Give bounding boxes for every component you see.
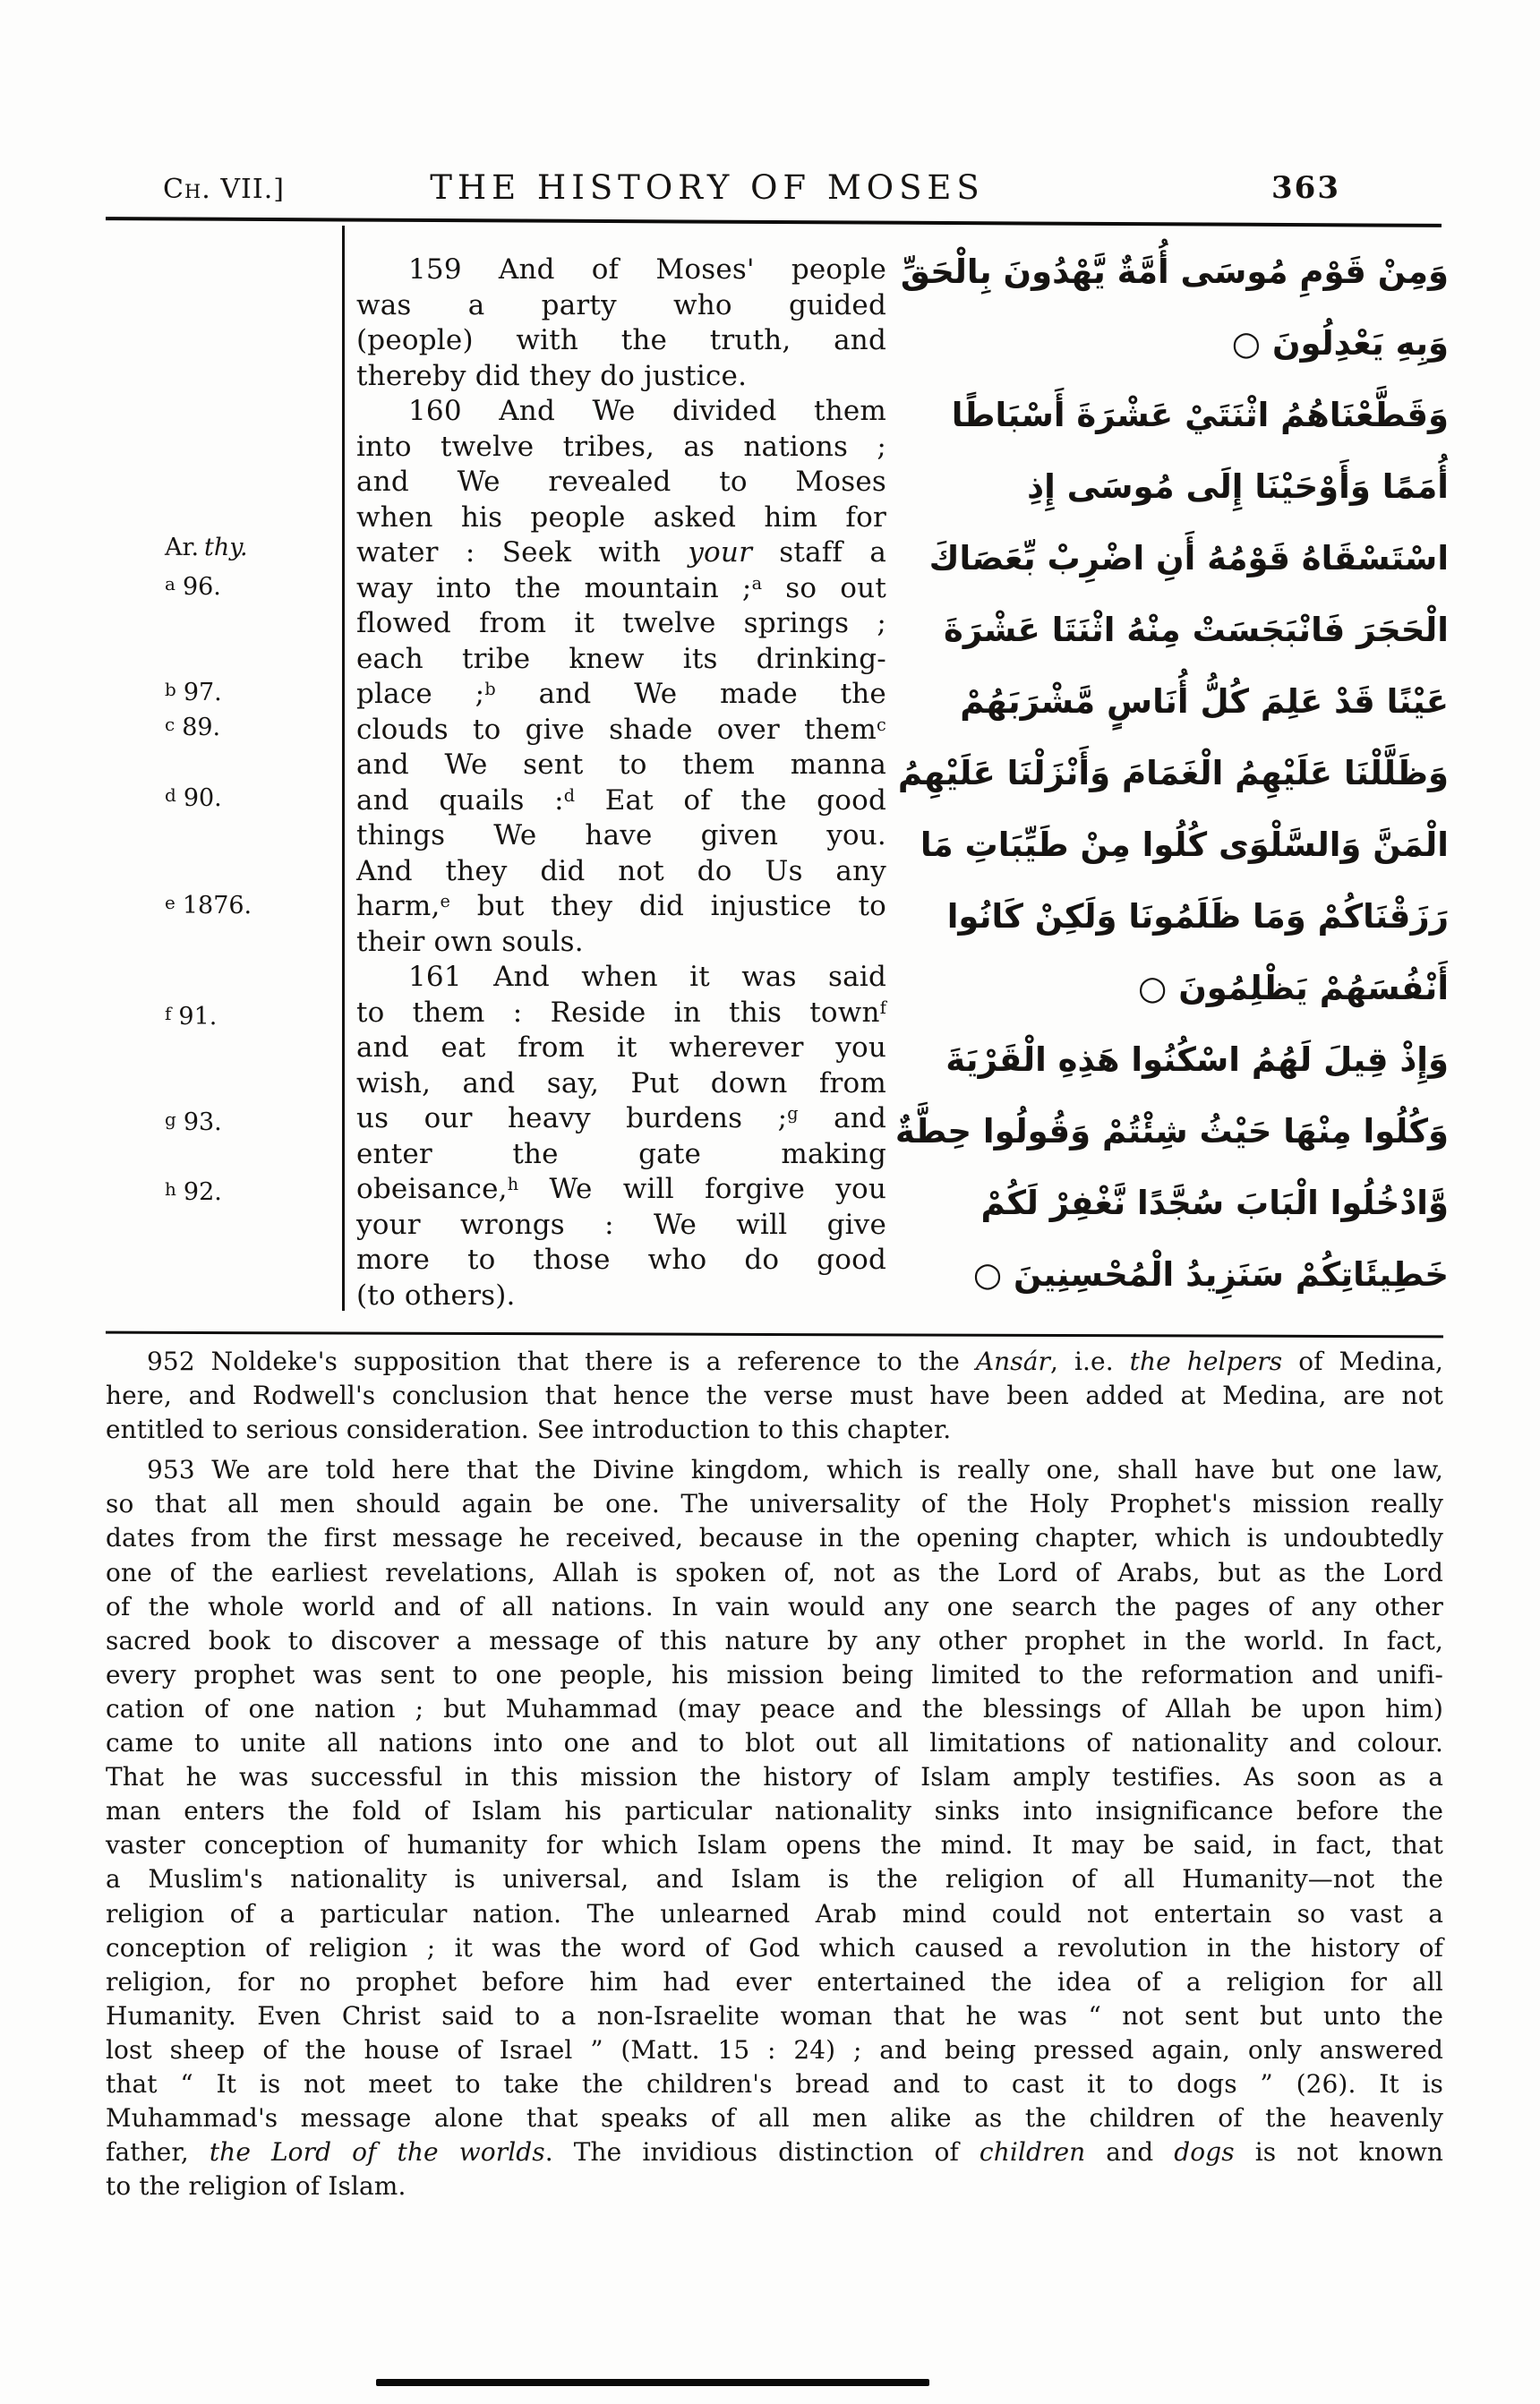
arabic-line: وَّادْخُلُوا الْبَابَ سُجَّدًا نَّغْفِرْ لَكُمْ — [980, 1184, 1449, 1222]
margin-ref-mark: c — [165, 714, 175, 735]
verse-line: 160 And We divided them — [408, 395, 886, 427]
margin-ref-mark: e — [165, 892, 175, 913]
verse-line: place ;$^b$ and We made the — [356, 678, 886, 710]
verse-line: flowed from it twelve springs ; — [356, 607, 886, 639]
arabic-line: وَظَلَّلْنَا عَلَيْهِمُ الْغَمَامَ وَأَنْزَلْنَا عَلَيْهِمُ — [897, 754, 1449, 792]
margin-ref — [165, 784, 222, 812]
footnote-line: to the religion of Islam. — [106, 2171, 406, 2202]
arabic-line: وَإِذْ قِيلَ لَهُمُ اسْكُنُوا هَذِهِ الْقَرْيَةَ — [945, 1040, 1449, 1079]
margin-ref-number: 1876. — [182, 892, 252, 920]
footnote-line: of the whole world and of all nations. In vain would any one search the pages of any other — [106, 1591, 1443, 1621]
footnote-line: here, and Rodwell's conclusion that hence the verse must have been added at Medina, are not — [106, 1381, 1443, 1411]
footnote-line: cation of one nation ; but Muhammad (may peace and the blessings of Allah be upon him) — [106, 1693, 1443, 1724]
verse-line: (to others). — [356, 1279, 516, 1312]
header-chapter: Ch. VII.] — [163, 174, 285, 205]
arabic-line: وَكُلُوا مِنْهَا حَيْثُ شِئْتُمْ وَقُولُوا حِطَّةٌ — [894, 1112, 1449, 1151]
footnote-line: lost sheep of the house of Israel ” (Matt. 15 : 24) ; and being pressed again, only answered — [106, 2034, 1443, 2065]
verse-line: us our heavy burdens ;$^g$ and — [356, 1102, 886, 1134]
arabic-line: أَنْفُسَهُمْ يَظْلِمُونَ ○ — [1138, 969, 1449, 1007]
verse-line: 159 And of Moses' people — [408, 253, 886, 286]
footnote-line: one of the earliest revelations, Allah is spoken of, not as the Lord of Arabs, but as the Lord — [106, 1557, 1443, 1587]
verse-line: their own souls. — [356, 925, 584, 958]
footnote-line: that “ It is not meet to take the children's bread and to cast it to dogs ” (26). It is — [106, 2068, 1443, 2099]
verse-line: and eat from it wherever you — [356, 1031, 886, 1064]
verse-line: when his people asked him for — [356, 500, 886, 534]
margin-ref-number: 97. — [183, 679, 222, 706]
footnote-line: sacred book to discover a message of this nature by any other prophet in the world. In fact, — [106, 1625, 1443, 1655]
footnote — [106, 1453, 1443, 2203]
verse-paragraph — [356, 960, 886, 1313]
verse-line: clouds to give shade over them$^c$ — [356, 713, 886, 746]
margin-ref-number: 91. — [178, 1003, 218, 1031]
verse-line: and quails :$^d$ Eat of the good — [356, 783, 887, 817]
arabic-line: أُمَمًا وَأَوْحَيْنَا إِلَى مُوسَى إِذِ — [1027, 467, 1449, 506]
arabic-line: خَطِيئَاتِكُمْ سَنَزِيدُ الْمُحْسِنِينَ ○ — [972, 1255, 1449, 1294]
verse-line: was a party who guided — [356, 288, 886, 321]
footnote-line: vaster conception of humanity for which Islam opens the mind. It may be said, in fact, that — [106, 1830, 1443, 1861]
footnote-line: 952 Noldeke's supposition that there is a reference to the Ansár, i.e. the helpers of Medina, — [147, 1347, 1443, 1376]
header-page-number: 363 — [1271, 170, 1340, 206]
verse-line: to them : Reside in this town$^f$ — [356, 996, 886, 1029]
verse-line: and We revealed to Moses — [356, 466, 886, 498]
verse-line: more to those who do good — [356, 1244, 886, 1276]
margin-references — [165, 0, 335, 1325]
footnote-line: so that all men should again be one. The universality of the Holy Prophet's mission really — [106, 1489, 1443, 1519]
margin-ref — [165, 714, 220, 741]
verse-line: 161 And when it was said — [408, 961, 886, 993]
english-verse-column — [356, 252, 886, 1313]
column-divider — [342, 226, 345, 1311]
footnote-line: a Muslim's nationality is universal, and Islam is the religion of all Humanity—not the — [106, 1864, 1443, 1895]
footnote-line: dates from the first message he received, because in the opening chapter, which is undoubtedly — [106, 1523, 1443, 1553]
verse-line: and We sent to them manna — [356, 749, 886, 781]
margin-ref — [165, 1003, 217, 1031]
footnote-line: Humanity. Even Christ said to a non-Israelite woman that he was “ not sent but unto the — [106, 2000, 1443, 2031]
margin-ref-number: 96. — [182, 573, 221, 601]
margin-ref-number: thy. — [204, 534, 248, 561]
verse-paragraph — [356, 394, 886, 960]
page-title: THE HISTORY OF MOSES — [430, 168, 985, 207]
verse-line: And they did not do Us any — [356, 854, 886, 887]
margin-ref-mark: Ar. — [165, 534, 200, 561]
margin-ref — [165, 679, 222, 706]
arabic-text-column — [894, 240, 1449, 1314]
footnote — [106, 1345, 1443, 1447]
margin-ref-mark: d — [165, 784, 176, 806]
verse-line: way into the mountain ;$^a$ so out — [356, 571, 886, 604]
arabic-line: اسْتَسْقَاهُ قَوْمُهُ أَنِ اضْرِبْ بِّعَصَاكَ — [928, 539, 1449, 577]
footnote-line: conception of religion ; it was the word of God which caused a revolution in the history of — [106, 1932, 1443, 1963]
margin-ref-mark: g — [165, 1108, 176, 1130]
footnote-line: religion of a particular nation. The unlearned Arab mind could not entertain so vast a — [106, 1898, 1443, 1929]
arabic-line: الْمَنَّ وَالسَّلْوَى كُلُوا مِنْ طَيِّبَاتِ مَا — [920, 826, 1449, 864]
arabic-line: عَيْنًا قَدْ عَلِمَ كُلُّ أُنَاسٍ مَّشْرَبَهُمْ — [960, 682, 1449, 721]
margin-ref — [165, 573, 221, 601]
verse-paragraph — [356, 252, 886, 394]
margin-ref-number: 92. — [183, 1178, 222, 1206]
margin-ref-mark: h — [165, 1178, 176, 1200]
margin-ref — [165, 1178, 222, 1206]
verse-line: obeisance,$^h$ We will forgive you — [356, 1173, 886, 1205]
verse-line: harm,$^e$ but they did injustice to — [356, 890, 886, 922]
arabic-line: رَزَقْنَاكُمْ وَمَا ظَلَمُونَا وَلَكِنْ كَانُوا — [946, 897, 1449, 936]
margin-ref — [165, 1108, 222, 1136]
verse-line: things We have given you. — [356, 819, 886, 851]
footnote-line: Muhammad's message alone that speaks of all men alike as the children of the heavenly — [106, 2103, 1443, 2134]
margin-ref-mark: a — [165, 573, 175, 595]
footnote-line: came to unite all nations into one and to blot out all limitations of nationality and colour. — [106, 1728, 1443, 1758]
footnotes-section — [106, 1345, 1443, 2210]
footnote-line: father, the Lord of the worlds. The invidious distinction of children and dogs is not known — [106, 2137, 1444, 2168]
footnote-line: 953 We are told here that the Divine kingdom, which is really one, shall have but one law, — [147, 1455, 1443, 1485]
footnote-line: That he was successful in this mission the history of Islam amply testifies. As soon as a — [106, 1762, 1443, 1792]
margin-ref-number: 89. — [182, 714, 221, 741]
arabic-line: الْحَجَرَ فَانْبَجَسَتْ مِنْهُ اثْنَتَا عَشْرَةَ — [944, 611, 1449, 649]
footnote-line: man enters the fold of Islam his particular nationality sinks into insignificance before the — [106, 1796, 1443, 1827]
margin-ref-mark: f — [165, 1003, 172, 1024]
arabic-line: وَمِنْ قَوْمِ مُوسَى أُمَّةٌ يَّهْدُونَ بِالْحَقِّ — [900, 252, 1449, 291]
footnote-line: every prophet was sent to one people, his mission being limited to the reformation and unifi- — [106, 1659, 1443, 1690]
verse-line: water : Seek with your staff a — [356, 536, 886, 569]
verse-line: wish, and say, Put down from — [356, 1066, 886, 1099]
arabic-line: وَبِهِ يَعْدِلُونَ ○ — [1231, 324, 1449, 363]
footnote-separator — [106, 1331, 1443, 1339]
margin-ref-number: 93. — [183, 1108, 222, 1136]
verse-line: enter the gate making — [356, 1137, 886, 1170]
verse-line: (people) with the truth, and — [356, 324, 886, 356]
verse-line: each tribe knew its drinking- — [356, 642, 886, 675]
margin-ref — [165, 534, 248, 561]
footnote-line: religion, for no prophet before him had ever entertained the idea of a religion for all — [106, 1966, 1443, 1997]
margin-ref — [165, 892, 252, 920]
verse-line: your wrongs : We will give — [356, 1208, 886, 1241]
verse-line: into twelve tribes, as nations ; — [356, 430, 886, 463]
footnote-line: entitled to serious consideration. See introduction to this chapter. — [106, 1415, 952, 1445]
margin-ref-number: 90. — [183, 784, 222, 812]
margin-ref-mark: b — [165, 679, 176, 700]
scan-artifact-bar — [376, 2379, 929, 2386]
verse-line: thereby did they do justice. — [356, 359, 748, 392]
arabic-line: وَقَطَّعْنَاهُمُ اثْنَتَيْ عَشْرَةَ أَسْبَاطًا — [951, 396, 1449, 434]
